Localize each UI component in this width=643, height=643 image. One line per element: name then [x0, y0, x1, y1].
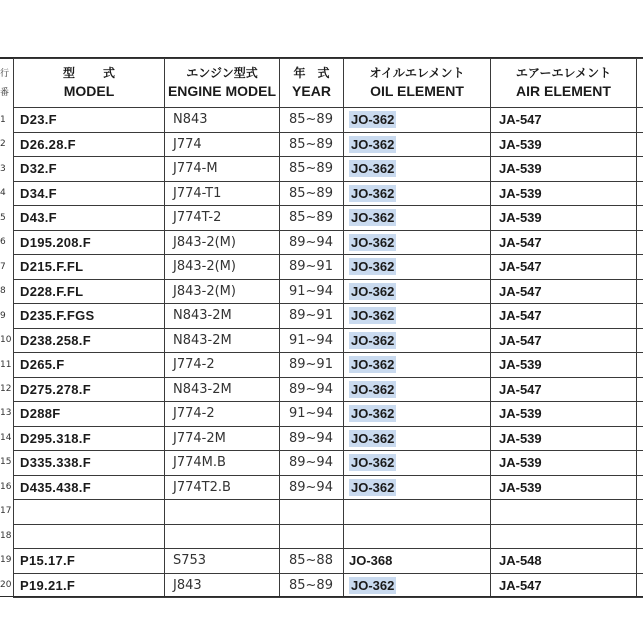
row-number: 11	[0, 359, 12, 370]
year-cell: 91~94	[280, 402, 344, 427]
oil-element-cell	[344, 279, 491, 304]
engine-cell: J843-2(M)	[165, 230, 280, 255]
extra-cell	[637, 377, 643, 402]
oil-element-cell	[344, 475, 491, 500]
table-row	[14, 573, 643, 598]
table-row	[14, 451, 643, 476]
oil-element-highlight: JO-362	[351, 332, 395, 348]
model-cell: D34.F	[14, 181, 165, 206]
oil-element-cell: JO-368	[344, 549, 491, 574]
table-row	[14, 328, 643, 353]
engine-cell: J774	[165, 132, 280, 157]
year-cell: 89~91	[280, 255, 344, 280]
row-number: 10	[0, 335, 12, 346]
header-air-jp: エアーエレメント	[515, 66, 612, 81]
extra-cell	[637, 353, 643, 378]
row-number: 16	[0, 481, 12, 492]
oil-element-highlight: JO-362	[351, 112, 395, 128]
row-number: 9	[0, 310, 6, 321]
oil-element-cell	[344, 500, 491, 525]
engine-cell: J774-M	[165, 157, 280, 182]
model-cell: D195.208.F	[14, 230, 165, 255]
air-element-cell: JA-539	[491, 181, 637, 206]
engine-cell: J774-T1	[165, 181, 280, 206]
oil-element-highlight: JO-362	[351, 357, 395, 373]
oil-element-cell	[344, 573, 491, 598]
table-body	[14, 108, 643, 598]
oil-element-cell	[344, 402, 491, 427]
engine-cell: J843-2(M)	[165, 279, 280, 304]
air-element-cell: JA-548	[491, 549, 637, 574]
header-engine-en: ENGINE MODEL	[167, 82, 277, 99]
oil-element-highlight: JO-362	[351, 161, 395, 177]
air-element-cell: JA-547	[491, 573, 637, 598]
oil-element-highlight: JO-362	[351, 455, 395, 471]
model-cell: D235.F.FGS	[14, 304, 165, 329]
extra-cell	[637, 426, 643, 451]
extra-cell	[637, 279, 643, 304]
engine-cell: J843	[165, 573, 280, 598]
oil-element-cell	[344, 353, 491, 378]
year-cell: 89~94	[280, 230, 344, 255]
year-cell: 89~94	[280, 451, 344, 476]
oil-element-cell	[344, 108, 491, 133]
year-cell: 89~94	[280, 475, 344, 500]
table-row	[14, 255, 643, 280]
oil-element-highlight: JO-362	[351, 210, 395, 226]
model-cell: D215.F.FL	[14, 255, 165, 280]
engine-cell: N843-2M	[165, 304, 280, 329]
bottom-rule	[0, 596, 643, 597]
extra-cell	[637, 402, 643, 427]
row-number: 8	[0, 286, 6, 297]
oil-element-highlight: JO-362	[351, 136, 395, 152]
row-number: 7	[0, 261, 6, 272]
engine-cell: J774T-2	[165, 206, 280, 231]
table-row	[14, 304, 643, 329]
oil-element-highlight: JO-362	[351, 234, 395, 250]
year-cell: 85~89	[280, 573, 344, 598]
model-cell	[14, 524, 165, 549]
extra-cell	[637, 573, 643, 598]
air-element-cell: JA-547	[491, 230, 637, 255]
parts-table	[13, 58, 643, 598]
engine-cell: J774-2	[165, 353, 280, 378]
table-row	[14, 475, 643, 500]
oil-element-cell	[344, 524, 491, 549]
year-cell: 89~94	[280, 426, 344, 451]
year-cell	[280, 524, 344, 549]
year-cell: 85~88	[280, 549, 344, 574]
air-element-cell: JA-539	[491, 157, 637, 182]
oil-element-highlight: JO-362	[351, 283, 395, 299]
year-cell: 85~89	[280, 132, 344, 157]
row-number: 3	[0, 163, 6, 174]
air-element-cell: JA-539	[491, 353, 637, 378]
header-air-element	[491, 59, 637, 108]
oil-element-highlight: JO-362	[351, 381, 395, 397]
year-cell: 91~94	[280, 279, 344, 304]
air-element-cell: JA-539	[491, 475, 637, 500]
row-number: 6	[0, 237, 6, 248]
oil-element-cell	[344, 132, 491, 157]
year-cell: 89~91	[280, 353, 344, 378]
row-number: 17	[0, 506, 12, 517]
extra-cell	[637, 132, 643, 157]
extra-cell	[637, 206, 643, 231]
row-number: 1	[0, 115, 6, 125]
header-oil-element	[344, 59, 491, 108]
table-row	[14, 524, 643, 549]
extra-cell	[637, 328, 643, 353]
air-element-cell: JA-547	[491, 377, 637, 402]
oil-element-highlight: JO-362	[351, 185, 395, 201]
engine-cell: S753	[165, 549, 280, 574]
header-engine	[165, 59, 280, 108]
header-extra-column	[637, 59, 643, 108]
row-number: 4	[0, 188, 6, 199]
oil-element-highlight: JO-362	[351, 406, 395, 422]
model-cell: P15.17.F	[14, 549, 165, 574]
table-row	[14, 206, 643, 231]
year-cell: 85~89	[280, 108, 344, 133]
table-row	[14, 549, 643, 574]
oil-element-highlight: JO-362	[351, 308, 395, 324]
table-row	[14, 230, 643, 255]
extra-cell	[637, 524, 643, 549]
engine-cell	[165, 500, 280, 525]
oil-element-cell	[344, 181, 491, 206]
air-element-cell	[491, 524, 637, 549]
extra-cell	[637, 230, 643, 255]
row-number: 18	[0, 530, 12, 541]
air-element-cell	[491, 500, 637, 525]
year-cell: 91~94	[280, 328, 344, 353]
row-number: 14	[0, 432, 12, 443]
table-row	[14, 377, 643, 402]
air-element-cell: JA-539	[491, 206, 637, 231]
header-engine-jp: エンジン型式	[186, 66, 258, 81]
year-cell: 85~89	[280, 206, 344, 231]
header-year	[280, 59, 344, 108]
oil-element-cell	[344, 426, 491, 451]
engine-cell: J774T2.B	[165, 475, 280, 500]
model-cell: D228.F.FL	[14, 279, 165, 304]
row-number: 5	[0, 212, 6, 223]
air-element-cell: JA-547	[491, 255, 637, 280]
extra-cell	[637, 475, 643, 500]
extra-cell	[637, 500, 643, 525]
extra-cell	[637, 157, 643, 182]
engine-cell: N843-2M	[165, 377, 280, 402]
row-number: 12	[0, 383, 12, 394]
oil-element-cell	[344, 157, 491, 182]
extra-cell	[637, 255, 643, 280]
extra-cell	[637, 108, 643, 133]
row-number: 20	[0, 579, 12, 590]
header-model-jp: 型式	[62, 66, 143, 81]
model-cell: D295.318.F	[14, 426, 165, 451]
oil-element-cell	[344, 255, 491, 280]
oil-element-cell	[344, 304, 491, 329]
air-element-cell: JA-539	[491, 426, 637, 451]
header-model-en: MODEL	[63, 82, 115, 99]
header-oil-jp: オイルエレメント	[369, 66, 465, 81]
table-row	[14, 157, 643, 182]
extra-cell	[637, 304, 643, 329]
engine-cell: J774-2	[165, 402, 280, 427]
header-air-en: AIR ELEMENT	[516, 82, 611, 99]
header-year-jp: 年式	[293, 66, 342, 81]
row-number-label-bottom: 番	[0, 88, 10, 98]
header-oil-en: OIL ELEMENT	[370, 82, 464, 99]
engine-cell: J774-2M	[165, 426, 280, 451]
table-header-row	[14, 59, 643, 108]
table-row	[14, 353, 643, 378]
engine-cell: J774M.B	[165, 451, 280, 476]
oil-element-cell	[344, 377, 491, 402]
oil-element-highlight: JO-362	[351, 430, 395, 446]
engine-cell	[165, 524, 280, 549]
year-cell: 85~89	[280, 181, 344, 206]
model-cell: D238.258.F	[14, 328, 165, 353]
model-cell: D265.F	[14, 353, 165, 378]
air-element-cell: JA-547	[491, 328, 637, 353]
table-row	[14, 426, 643, 451]
model-cell: D335.338.F	[14, 451, 165, 476]
extra-cell	[637, 181, 643, 206]
oil-element-highlight: JO-362	[351, 259, 395, 275]
table-row	[14, 108, 643, 133]
table-row	[14, 132, 643, 157]
table-row	[14, 181, 643, 206]
year-cell: 85~89	[280, 157, 344, 182]
extra-cell	[637, 451, 643, 476]
model-cell: D43.F	[14, 206, 165, 231]
oil-element-cell	[344, 230, 491, 255]
engine-cell: N843	[165, 108, 280, 133]
model-cell: D275.278.F	[14, 377, 165, 402]
table-row	[14, 500, 643, 525]
model-cell: D32.F	[14, 157, 165, 182]
table-row	[14, 279, 643, 304]
row-number: 15	[0, 457, 12, 468]
oil-element-highlight: JO-362	[351, 577, 395, 593]
oil-element-cell	[344, 328, 491, 353]
row-number: 13	[0, 408, 12, 419]
year-cell: 89~94	[280, 377, 344, 402]
air-element-cell: JA-547	[491, 304, 637, 329]
year-cell	[280, 500, 344, 525]
row-number: 19	[0, 555, 12, 566]
air-element-cell: JA-539	[491, 132, 637, 157]
year-cell: 89~91	[280, 304, 344, 329]
table-row	[14, 402, 643, 427]
row-number: 2	[0, 139, 6, 150]
model-cell: D23.F	[14, 108, 165, 133]
air-element-cell: JA-539	[491, 402, 637, 427]
header-model	[14, 59, 165, 108]
model-cell	[14, 500, 165, 525]
model-cell: D288F	[14, 402, 165, 427]
oil-element-cell	[344, 451, 491, 476]
model-cell: D435.438.F	[14, 475, 165, 500]
air-element-cell: JA-547	[491, 108, 637, 133]
oil-element-highlight: JO-362	[351, 479, 395, 495]
row-number-label-top: 行	[0, 69, 10, 79]
engine-cell: J843-2(M)	[165, 255, 280, 280]
engine-cell: N843-2M	[165, 328, 280, 353]
oil-element-cell	[344, 206, 491, 231]
air-element-cell: JA-539	[491, 451, 637, 476]
air-element-cell: JA-547	[491, 279, 637, 304]
model-cell: P19.21.F	[14, 573, 165, 598]
model-cell: D26.28.F	[14, 132, 165, 157]
extra-cell	[637, 549, 643, 574]
header-year-en: YEAR	[292, 82, 331, 99]
